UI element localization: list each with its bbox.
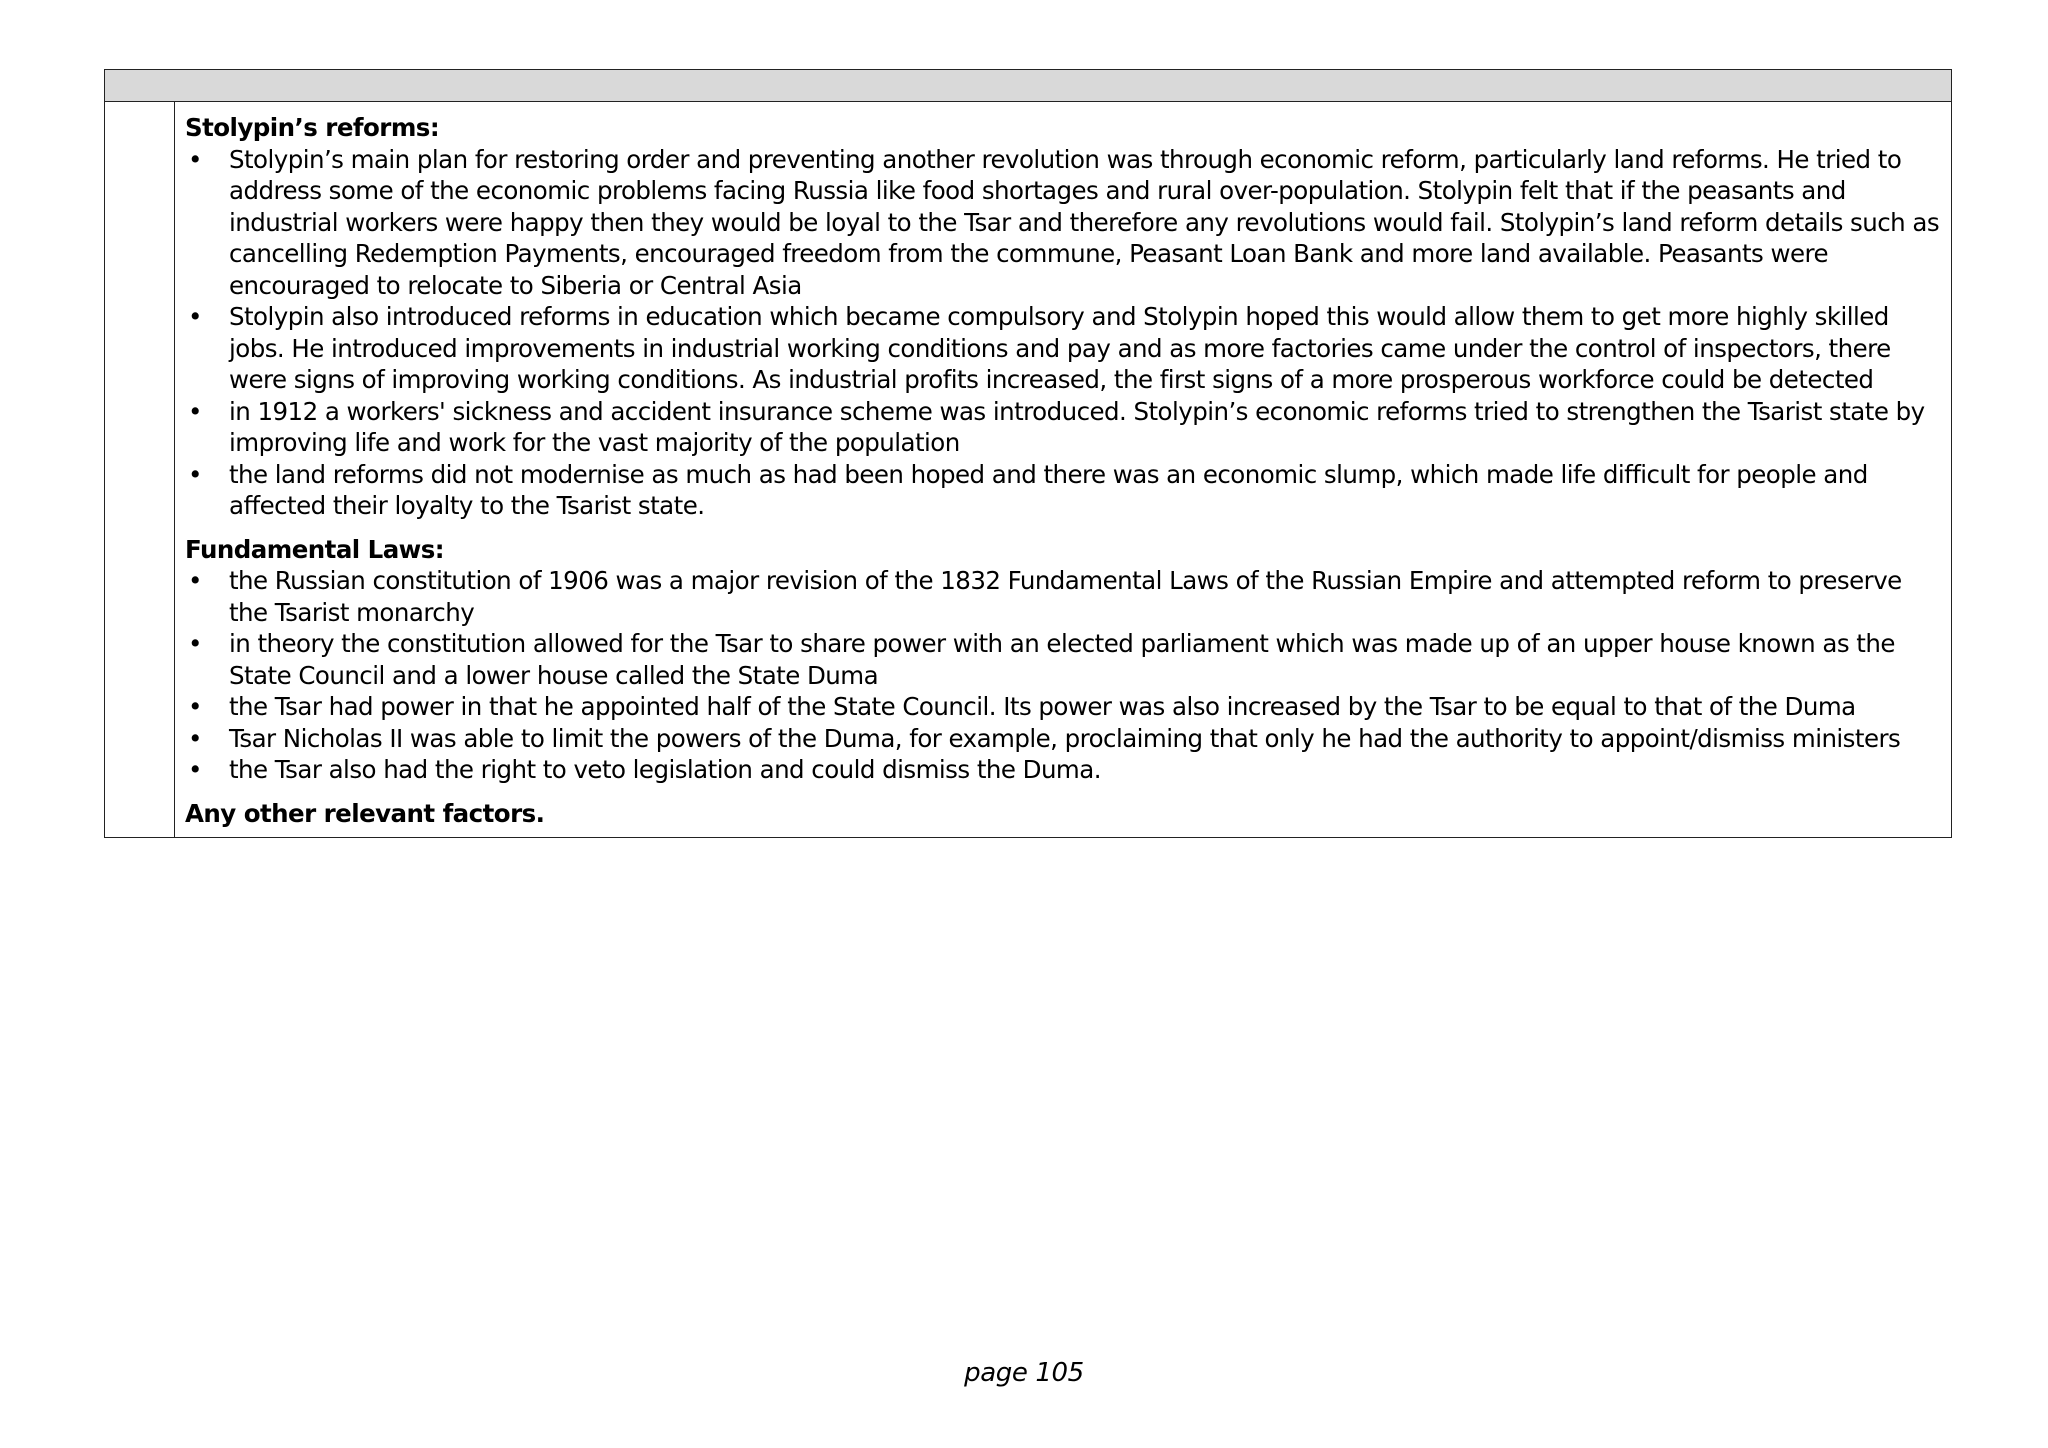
bullet-list-stolypin [185, 144, 1941, 522]
bullet-icon: • [188, 629, 202, 658]
list-item-text: the Russian constitution of 1906 was a major revision of the 1832 Fundamental Laws of the Russian Empire and attempted reform to preserve the Tsarist monarchy [229, 566, 1902, 627]
list-item [185, 396, 1941, 459]
list-item-text: in theory the constitution allowed for the Tsar to share power with an elected parliament which was made up of an upper house known as the State Council and a lower house called the State Duma [229, 629, 1895, 690]
bullet-icon: • [188, 459, 202, 489]
page-number: page 105 [964, 1358, 1084, 1388]
list-item-text: in 1912 a workers' sickness and accident insurance scheme was introduced. Stolypin’s economic reforms tried to strengthen the Tsarist state by improving life and work for the vast majority of the population [229, 396, 1925, 457]
closing-statement: Any other relevant factors. [185, 798, 545, 828]
list-item [185, 723, 1941, 755]
bullet-icon: • [188, 144, 202, 174]
list-item-text: Tsar Nicholas II was able to limit the powers of the Duma, for example, proclaiming that only he had the authority to appoint/dismiss ministers [229, 723, 1901, 753]
table-row [105, 102, 1951, 837]
list-item [185, 628, 1941, 691]
list-item-text: the Tsar had power in that he appointed half of the State Council. Its power was also increased by the Tsar to be equal to that of the Duma [229, 692, 1856, 721]
list-item [185, 565, 1941, 628]
list-item [185, 691, 1941, 723]
bullet-icon: • [188, 566, 202, 595]
list-item-text: Stolypin’s main plan for restoring order and preventing another revolution was through economic reform, particularly land reforms. He tried to address some of the economic problems facing Russia like food shortages and rural over-population. Stolypin felt that if the peasants and industrial workers were happy then they would be loyal to the Tsar and therefore any revolutions would fail. Stolypin’s land reform details such as cancelling Redemption Payments, encouraged freedom from the commune, Peasant Loan Bank and more land available. Peasants were encouraged to relocate to Siberia or Central Asia [229, 144, 1940, 300]
bullet-icon: • [188, 692, 202, 721]
list-item-text: Stolypin also introduced reforms in education which became compulsory and Stolypin hoped this would allow them to get more highly skilled jobs. He introduced improvements in industrial working conditions and pay and as more factories came under the control of inspectors, there were signs of improving working conditions. As industrial profits increased, the first signs of a more prosperous workforce could be detected [229, 302, 1891, 394]
section-heading-stolypin: Stolypin’s reforms: [185, 113, 440, 142]
bullet-icon: • [188, 396, 202, 426]
marking-table [104, 69, 1952, 838]
list-item [185, 754, 1941, 786]
list-item [185, 459, 1941, 522]
bullet-icon: • [188, 302, 202, 331]
bullet-icon: • [188, 723, 202, 753]
list-item [185, 144, 1941, 302]
list-item [185, 301, 1941, 396]
table-header-band [105, 70, 1951, 102]
content-cell [175, 102, 1951, 837]
list-item-text: the land reforms did not modernise as much as had been hoped and there was an economic slump, which made life difficult for people and affected their loyalty to the Tsarist state. [229, 459, 1868, 520]
bullet-list-fundamental-laws [185, 565, 1941, 786]
question-number-cell [105, 102, 175, 837]
list-item-text: the Tsar also had the right to veto legislation and could dismiss the Duma. [229, 755, 1101, 784]
bullet-icon: • [188, 755, 202, 784]
section-heading-fundamental-laws: Fundamental Laws: [185, 534, 445, 564]
